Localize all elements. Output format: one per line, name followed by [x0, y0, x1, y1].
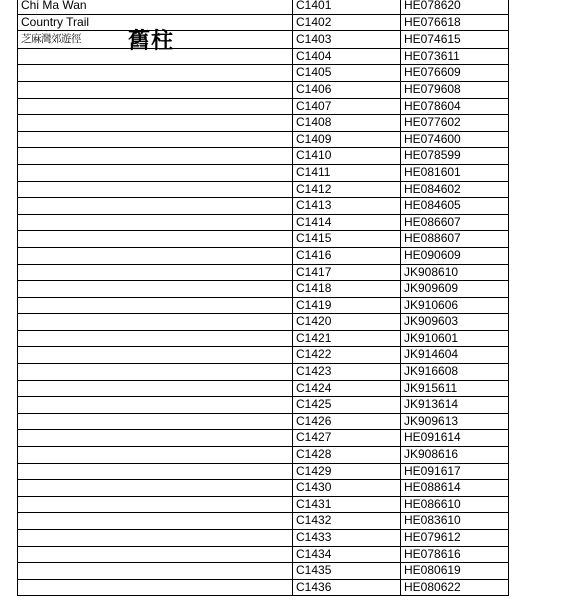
grid-reference-cell: HE076618: [401, 14, 509, 31]
table-row: [18, 413, 509, 430]
trail-name-cell: [18, 496, 293, 513]
table-row: [18, 98, 509, 115]
post-code-cell: C1433: [293, 530, 401, 547]
table-body: [18, 0, 509, 596]
table-row: [18, 214, 509, 231]
table-row: [18, 380, 509, 397]
post-code-cell: C1417: [293, 264, 401, 281]
trail-name-cell: [18, 148, 293, 165]
grid-reference-cell: JK908610: [401, 264, 509, 281]
table-row: [18, 530, 509, 547]
grid-reference-cell: JK909613: [401, 413, 509, 430]
trail-name-cell: [18, 198, 293, 215]
grid-reference-cell: HE080622: [401, 579, 509, 596]
grid-reference-cell: JK909603: [401, 314, 509, 331]
table-row: [18, 181, 509, 198]
table-row: [18, 48, 509, 65]
post-code-cell: C1425: [293, 397, 401, 414]
trail-name-cell: [18, 563, 293, 580]
trail-name-cell: [18, 264, 293, 281]
trail-name-cell: [18, 247, 293, 264]
table-row: [18, 563, 509, 580]
grid-reference-cell: HE078620: [401, 0, 509, 14]
trail-name-cell: [18, 281, 293, 298]
post-code-cell: C1418: [293, 281, 401, 298]
post-code-cell: C1406: [293, 81, 401, 98]
trail-name-chinese: 芝麻灣郊遊徑: [21, 33, 81, 46]
grid-reference-cell: HE088607: [401, 231, 509, 248]
post-code-cell: C1420: [293, 314, 401, 331]
post-code-cell: C1416: [293, 247, 401, 264]
table-row: [18, 347, 509, 364]
trail-name-cell: [18, 164, 293, 181]
trail-name-cell: [18, 463, 293, 480]
post-code-cell: C1412: [293, 181, 401, 198]
table-row: [18, 115, 509, 132]
post-code-cell: C1419: [293, 297, 401, 314]
grid-reference-cell: JK908616: [401, 447, 509, 464]
grid-reference-cell: JK910601: [401, 330, 509, 347]
table-row: [18, 447, 509, 464]
trail-name-cell: [18, 513, 293, 530]
table-row: [18, 247, 509, 264]
post-code-cell: C1421: [293, 330, 401, 347]
trail-name-cell: [18, 380, 293, 397]
table-row: [18, 131, 509, 148]
table-row: [18, 513, 509, 530]
table-row: [18, 579, 509, 596]
post-code-cell: C1409: [293, 131, 401, 148]
table-row: [18, 198, 509, 215]
table-row: [18, 546, 509, 563]
post-code-cell: C1401: [293, 0, 401, 14]
post-code-cell: C1402: [293, 14, 401, 31]
grid-reference-cell: HE078616: [401, 546, 509, 563]
table-row: [18, 81, 509, 98]
trail-name-cell: [18, 364, 293, 381]
trail-name-cell: [18, 81, 293, 98]
post-code-cell: C1430: [293, 480, 401, 497]
table-row: [18, 430, 509, 447]
post-code-cell: C1429: [293, 463, 401, 480]
table-row: [18, 164, 509, 181]
trail-name-cell: [18, 447, 293, 464]
post-code-cell: C1415: [293, 231, 401, 248]
post-code-cell: C1424: [293, 380, 401, 397]
trail-name-cell: [18, 347, 293, 364]
trail-name-cell: [18, 131, 293, 148]
trail-name-cell: [18, 579, 293, 596]
post-code-cell: C1423: [293, 364, 401, 381]
grid-reference-cell: HE079612: [401, 530, 509, 547]
post-code-cell: C1431: [293, 496, 401, 513]
grid-reference-cell: HE081601: [401, 164, 509, 181]
grid-reference-cell: HE091617: [401, 463, 509, 480]
post-code-cell: C1408: [293, 115, 401, 132]
table-row: [18, 264, 509, 281]
table-row: [18, 281, 509, 298]
grid-reference-cell: HE088614: [401, 480, 509, 497]
table-row: [18, 314, 509, 331]
grid-reference-cell: HE074600: [401, 131, 509, 148]
table-row: [18, 0, 509, 14]
grid-reference-cell: HE076609: [401, 65, 509, 82]
trail-name-cell: [18, 98, 293, 115]
grid-reference-cell: HE083610: [401, 513, 509, 530]
grid-reference-cell: HE078604: [401, 98, 509, 115]
trail-name-cell: [18, 181, 293, 198]
table-row: [18, 463, 509, 480]
grid-reference-cell: HE084602: [401, 181, 509, 198]
trail-name-cell: [18, 397, 293, 414]
post-code-cell: C1428: [293, 447, 401, 464]
trail-name-cell: [18, 314, 293, 331]
trail-name-text: Country Trail: [21, 14, 90, 29]
distance-post-table: [17, 0, 509, 596]
grid-reference-cell: HE073611: [401, 48, 509, 65]
grid-reference-cell: HE086610: [401, 496, 509, 513]
grid-reference-cell: HE077602: [401, 115, 509, 132]
post-code-cell: C1410: [293, 148, 401, 165]
trail-name-cell: [18, 330, 293, 347]
trail-name-text: Chi Ma Wan: [21, 0, 87, 12]
table-row: [18, 31, 509, 49]
trail-name-cell: [18, 530, 293, 547]
post-code-cell: C1405: [293, 65, 401, 82]
grid-reference-cell: JK909609: [401, 281, 509, 298]
grid-reference-cell: HE080619: [401, 563, 509, 580]
grid-reference-cell: JK910606: [401, 297, 509, 314]
grid-reference-cell: HE074615: [401, 31, 509, 49]
table-row: [18, 397, 509, 414]
trail-name-cell: [18, 430, 293, 447]
table-row: [18, 231, 509, 248]
trail-name-cell: [18, 0, 293, 14]
grid-reference-cell: JK914604: [401, 347, 509, 364]
table-row: [18, 148, 509, 165]
grid-reference-cell: JK913614: [401, 397, 509, 414]
grid-reference-cell: HE090609: [401, 247, 509, 264]
table-row: [18, 330, 509, 347]
table-row: [18, 65, 509, 82]
grid-reference-cell: HE091614: [401, 430, 509, 447]
table-row: [18, 364, 509, 381]
post-code-cell: C1404: [293, 48, 401, 65]
old-post-annotation: 舊柱: [128, 28, 175, 54]
post-code-cell: C1426: [293, 413, 401, 430]
trail-name-cell: [18, 65, 293, 82]
trail-name-cell: [18, 413, 293, 430]
post-code-cell: C1403: [293, 31, 401, 49]
trail-name-cell: [18, 231, 293, 248]
table-row: [18, 496, 509, 513]
grid-reference-cell: HE079608: [401, 81, 509, 98]
post-code-cell: C1436: [293, 579, 401, 596]
post-code-cell: C1427: [293, 430, 401, 447]
trail-name-cell: [18, 214, 293, 231]
grid-reference-cell: HE084605: [401, 198, 509, 215]
trail-name-cell: [18, 546, 293, 563]
grid-reference-cell: JK915611: [401, 380, 509, 397]
post-code-cell: C1432: [293, 513, 401, 530]
grid-reference-cell: HE078599: [401, 148, 509, 165]
trail-name-cell: [18, 297, 293, 314]
table-row: [18, 297, 509, 314]
post-code-cell: C1414: [293, 214, 401, 231]
post-code-cell: C1411: [293, 164, 401, 181]
post-code-cell: C1422: [293, 347, 401, 364]
post-code-cell: C1413: [293, 198, 401, 215]
post-code-cell: C1435: [293, 563, 401, 580]
trail-name-cell: [18, 480, 293, 497]
trail-name-cell: [18, 115, 293, 132]
table-row: [18, 480, 509, 497]
grid-reference-cell: JK916608: [401, 364, 509, 381]
post-code-cell: C1434: [293, 546, 401, 563]
grid-reference-cell: HE086607: [401, 214, 509, 231]
post-code-cell: C1407: [293, 98, 401, 115]
table-row: [18, 14, 509, 31]
